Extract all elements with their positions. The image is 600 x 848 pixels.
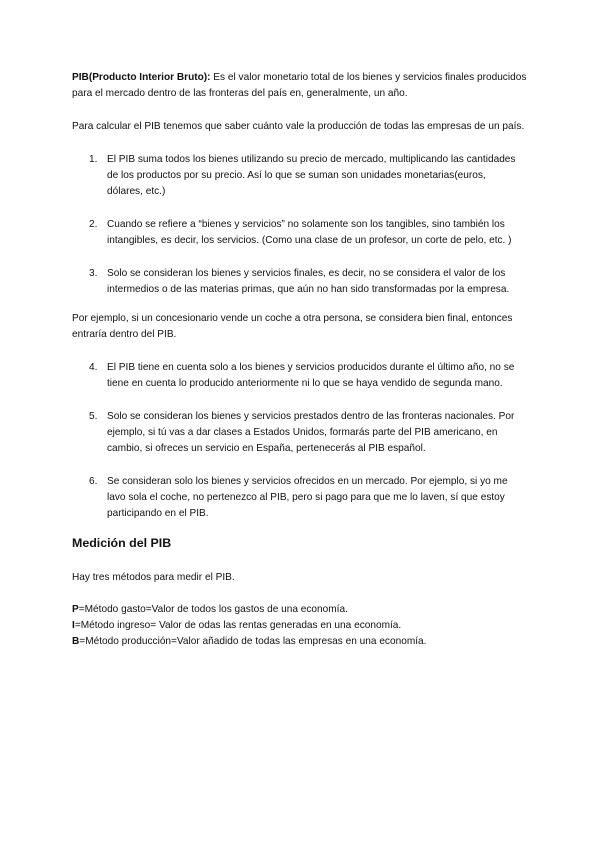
method-line	[72, 634, 532, 650]
document-page	[72, 70, 532, 650]
list-text: Solo se consideran los bienes y servicios finales, es decir, no se considera el valor de los intermedios o de las materias primas, que aún no han sido transformadas por la empresa.	[107, 268, 510, 295]
list-text: Se consideran solo los bienes y servicios ofrecidos en un mercado. Por ejemplo, si yo me lavo sola el coche, no pertenezco al PIB, pero si pago para que me lo laven, sí que estoy participando en el PIB.	[107, 476, 508, 519]
methods-list	[72, 602, 532, 650]
list-item	[72, 360, 532, 392]
method-line	[72, 618, 532, 634]
list-text: El PIB suma todos los bienes utilizando su precio de mercado, multiplicando las cantidades de los productos por su precio. Así lo que se suman son unidades monetarias(euros, dólares, etc.)	[107, 154, 516, 197]
intro-definition: Es el valor monetario total de los bienes y servicios finales producidos para el mercado dentro de las fronteras del país en, generalmente, un año.	[72, 72, 527, 99]
list-text: El PIB tiene en cuenta solo a los bienes y servicios producidos durante el último año, no se tiene en cuenta lo producido anteriormente ni lo que se haya vendido de segunda mano.	[107, 362, 515, 389]
method-text: =Método producción=Valor añadido de todas las empresas en una economía.	[79, 636, 427, 647]
list-number: 6.	[89, 476, 98, 487]
list-item	[72, 409, 532, 457]
list-number: 1.	[89, 154, 98, 165]
method-line	[72, 602, 532, 618]
method-text: =Método ingreso= Valor de odas las rentas generadas en una economía.	[74, 620, 402, 631]
list-item	[72, 266, 532, 298]
list-item	[72, 474, 532, 522]
calc-paragraph: Para calcular el PIB tenemos que saber cuánto vale la producción de todas las empresas de un país.	[72, 121, 525, 132]
method-text: =Método gasto=Valor de todos los gastos de una economía.	[78, 604, 348, 615]
method-letter: B	[72, 636, 80, 647]
list-item	[72, 217, 532, 249]
example-paragraph: Por ejemplo, si un concesionario vende un coche a otra persona, se considera bien final, entonces entraría dentro del PIB.	[72, 313, 513, 340]
list-text: Solo se consideran los bienes y servicios prestados dentro de las fronteras nacionales. Por ejemplo, si tú vas a dar clases a Estados Unidos, formarás parte del PIB americano, en cambio, si ofreces un servicio en España, pertenecerás al PIB español.	[107, 411, 515, 454]
list-number: 4.	[89, 362, 98, 373]
numbered-list-2	[72, 360, 532, 522]
list-text: Cuando se refiere a “bienes y servicios” no solamente son los tangibles, sino también los intangibles, es decir, los servicios. (Como una clase de un profesor, un corte de pelo, etc. )	[107, 219, 512, 246]
intro-term: PIB(Producto Interior Bruto):	[72, 72, 211, 83]
section-heading: Medición del PIB	[72, 536, 172, 550]
methods-intro: Hay tres métodos para medir el PIB.	[72, 572, 235, 583]
method-letter: P	[72, 604, 79, 615]
intro-paragraph	[72, 70, 532, 102]
list-number: 3.	[89, 268, 98, 279]
numbered-list-1	[72, 152, 532, 298]
list-number: 5.	[89, 411, 98, 422]
method-letter: I	[72, 620, 75, 631]
list-item	[72, 152, 532, 200]
list-number: 2.	[89, 219, 98, 230]
